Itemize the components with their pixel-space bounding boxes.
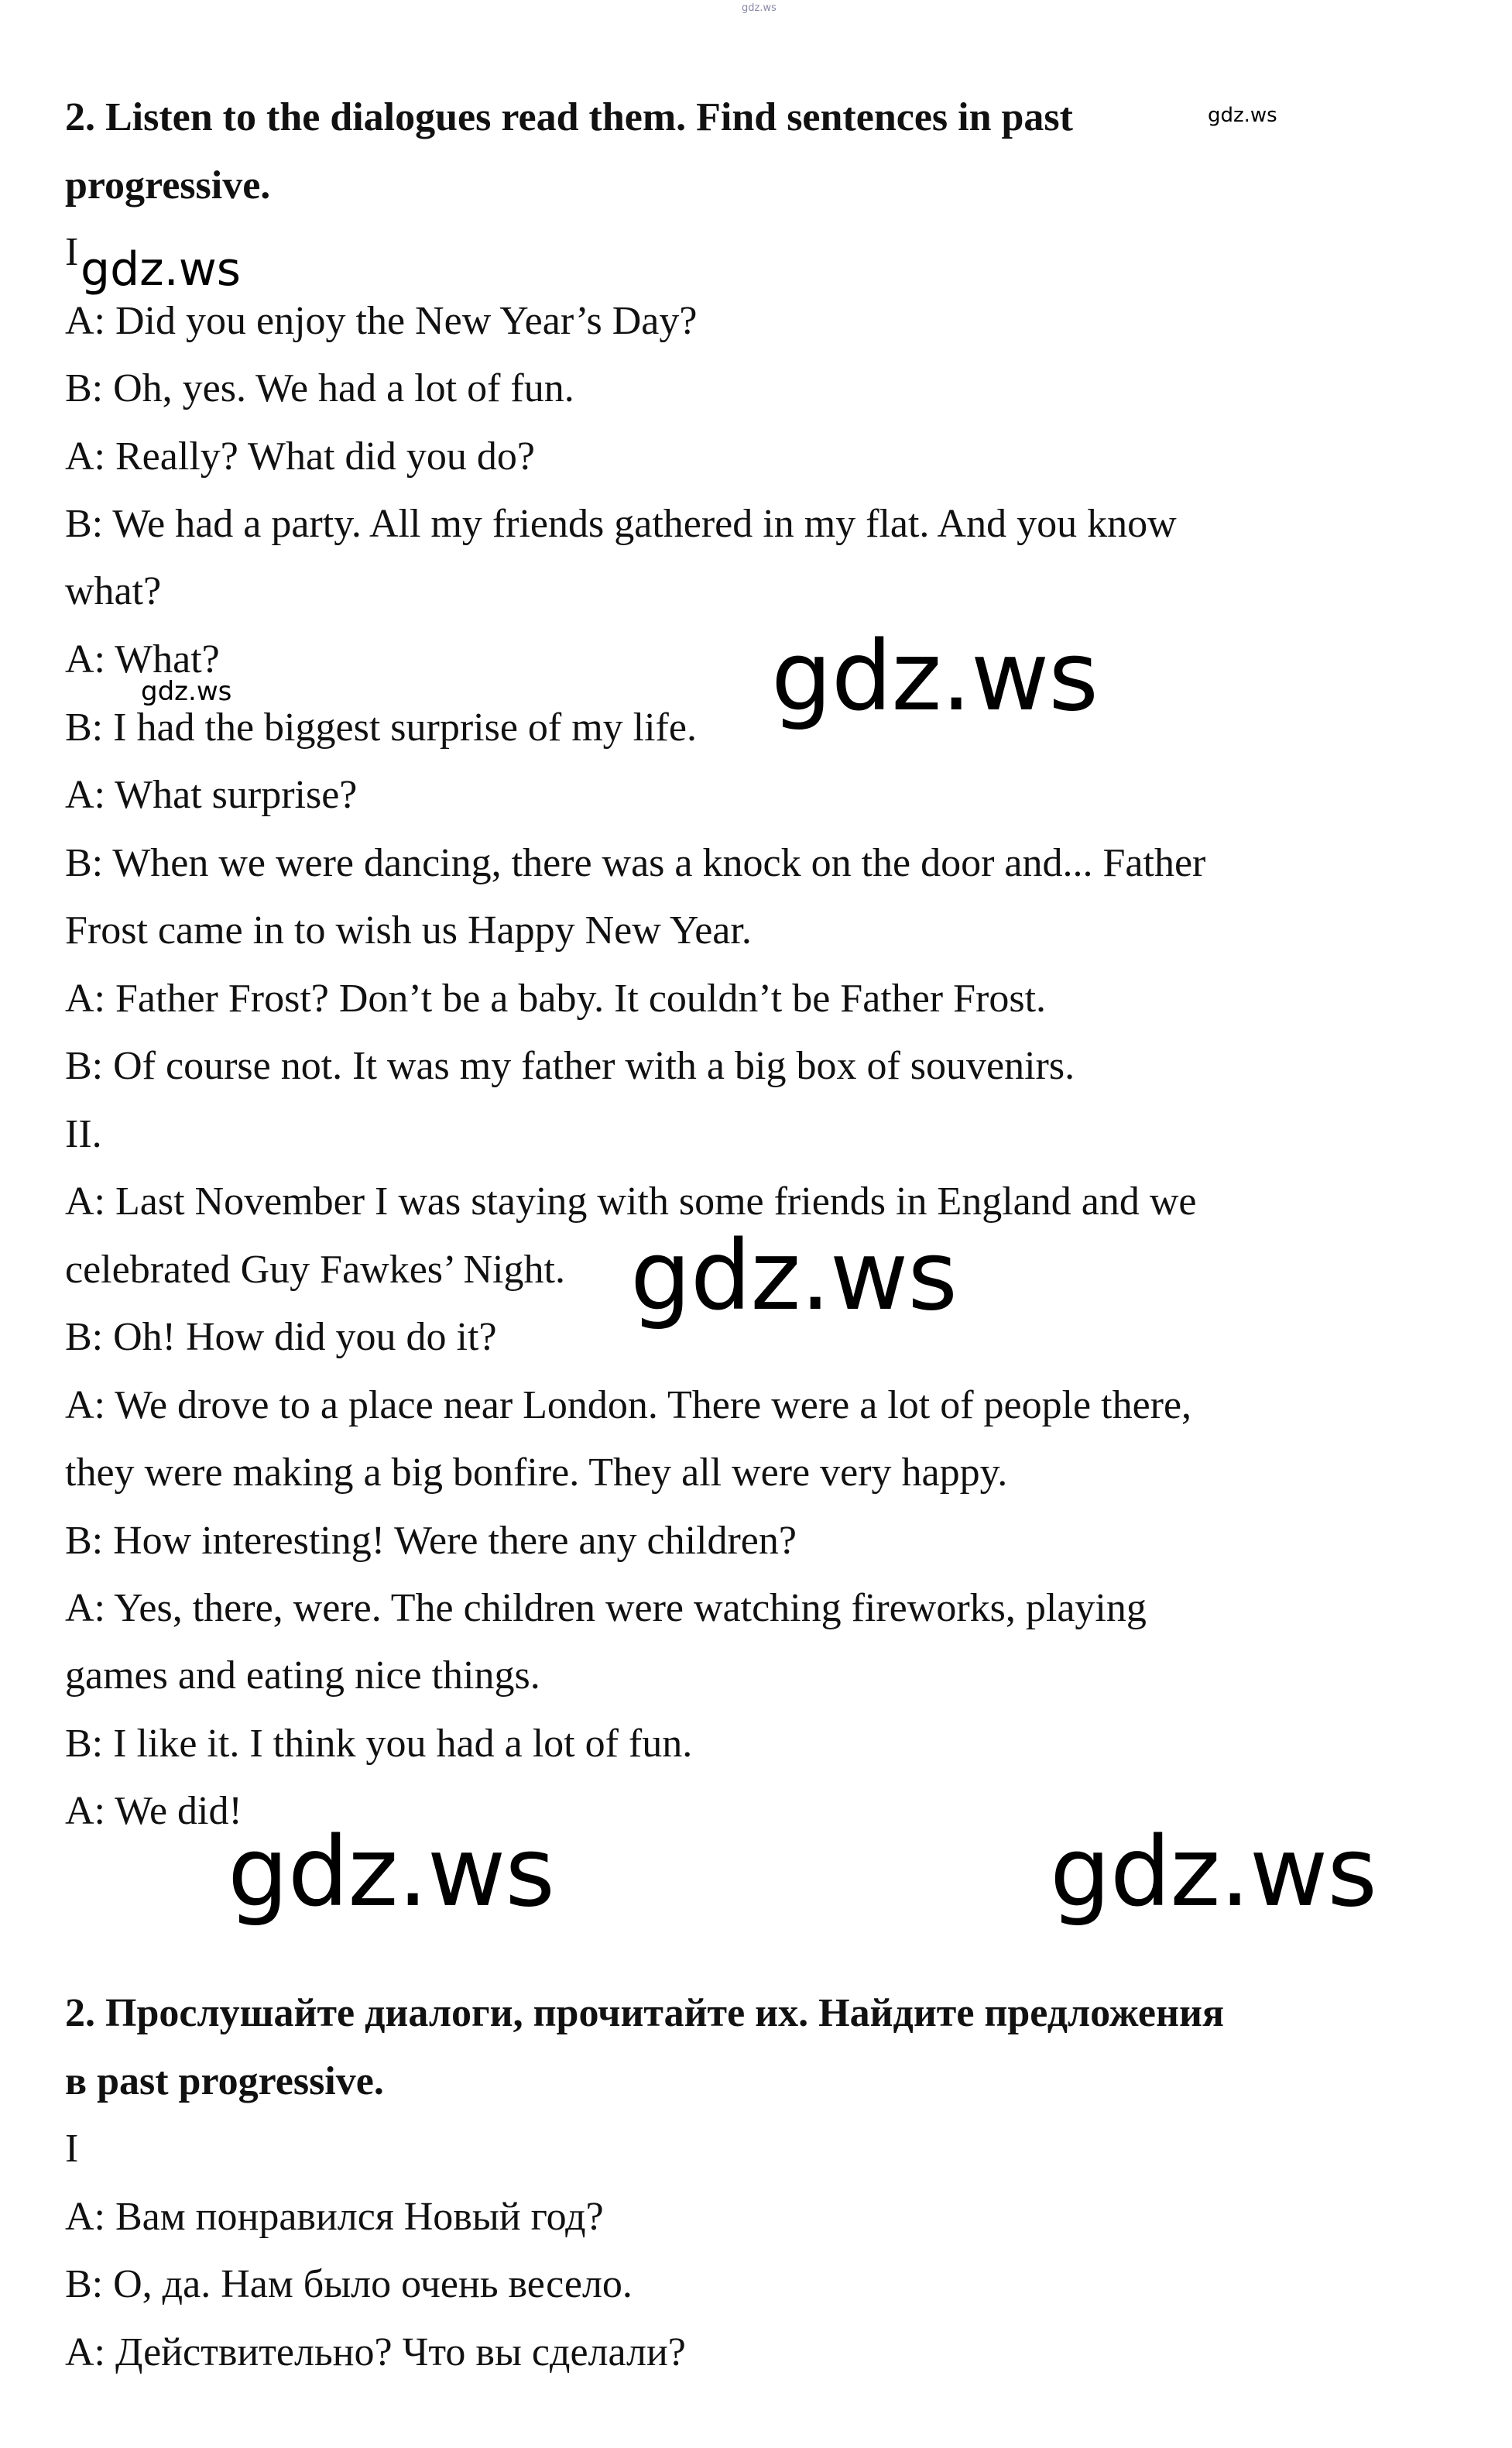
dialogue-1-line: Frost came in to wish us Happy New Year. [65, 908, 752, 953]
dialogue-2-line: A: Yes, there, were. The children were watching fireworks, playing [65, 1586, 1147, 1630]
dialogue-1-line: A: Really? What did you do? [65, 434, 536, 479]
watermark-large: gdz.ws [1050, 1817, 1377, 1928]
dialogue-1-line: B: Oh, yes. We had a lot of fun. [65, 366, 574, 410]
watermark-large: gdz.ws [771, 621, 1098, 733]
dialogue-1-label: I [65, 230, 79, 274]
watermark-large: gdz.ws [630, 1221, 957, 1332]
task-heading-en-line-1: 2. Listen to the dialogues read them. Find sentences in past [65, 95, 1073, 139]
dialogue-1-line: A: Did you enjoy the New Year’s Day? [65, 299, 698, 343]
ru-dialogue-1-line: B: О, да. Нам было очень весело. [65, 2262, 633, 2306]
dialogue-2-line: B: Oh! How did you do it? [65, 1315, 497, 1359]
watermark-label: gdz.ws [81, 242, 242, 297]
task-heading-en-line-2: progressive. [65, 163, 271, 208]
watermark-top: gdz.ws [742, 2, 777, 14]
dialogue-1-line: A: What? [65, 637, 220, 682]
dialogue-1-line: B: We had a party. All my friends gathered in my flat. And you know [65, 502, 1177, 546]
watermark-small: gdz.ws [141, 676, 232, 707]
dialogue-1-line: A: Father Frost? Don’t be a baby. It couldn’t be Father Frost. [65, 977, 1047, 1021]
task-heading-ru-line-2: в past progressive. [65, 2059, 384, 2103]
dialogue-2-label: II. [65, 1112, 102, 1156]
dialogue-2-line: B: How interesting! Were there any children? [65, 1519, 797, 1563]
dialogue-2-line: A: We did! [65, 1789, 242, 1833]
ru-dialogue-1-line: A: Действительно? Что вы сделали? [65, 2330, 686, 2374]
dialogue-1-line: A: What surprise? [65, 773, 358, 817]
dialogue-2-line: celebrated Guy Fawkes’ Night. [65, 1248, 565, 1292]
dialogue-1-line: B: Of course not. It was my father with a big box of souvenirs. [65, 1044, 1075, 1088]
watermark-heading: gdz.ws [1208, 104, 1277, 127]
dialogue-2-line: they were making a big bonfire. They all were very happy. [65, 1451, 1008, 1495]
dialogue-1-line: B: I had the biggest surprise of my life. [65, 706, 697, 750]
dialogue-1-line: what? [65, 569, 162, 613]
dialogue-2-line: A: Last November I was staying with some friends in England and we [65, 1179, 1197, 1224]
watermark-large: gdz.ws [228, 1817, 554, 1928]
dialogue-2-line: A: We drove to a place near London. There were a lot of people there, [65, 1383, 1192, 1427]
dialogue-1-line: B: When we were dancing, there was a knock on the door and... Father [65, 841, 1206, 885]
task-heading-ru-line-1: 2. Прослушайте диалоги, прочитайте их. Найдите предложения [65, 1991, 1225, 2035]
dialogue-2-line: games and eating nice things. [65, 1653, 540, 1698]
ru-dialogue-1-label: I [65, 2127, 79, 2171]
dialogue-2-line: B: I like it. I think you had a lot of fun. [65, 1722, 693, 1766]
ru-dialogue-1-line: A: Вам понравился Новый год? [65, 2195, 604, 2239]
